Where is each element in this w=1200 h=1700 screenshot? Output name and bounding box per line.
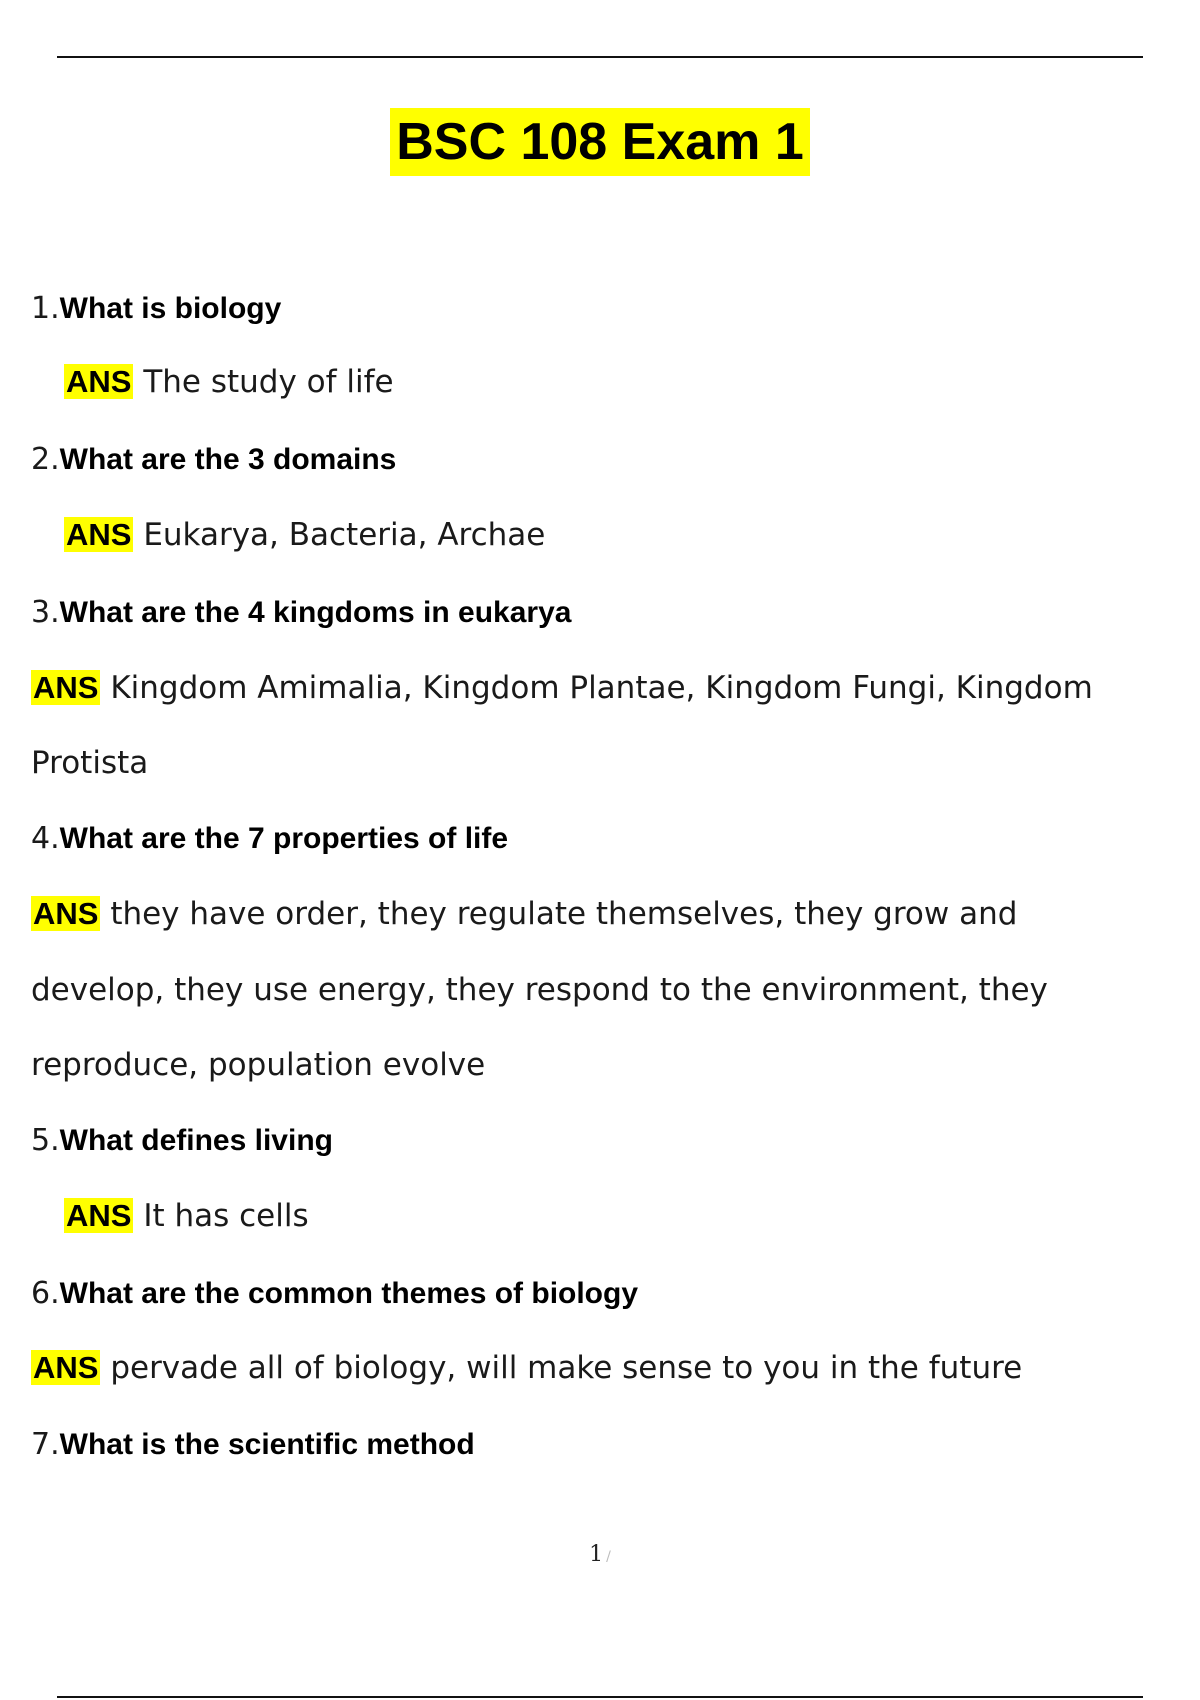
answer-4-continued <box>31 970 1048 1010</box>
question-5 <box>31 1121 333 1161</box>
question-text: What are the 7 properties of life <box>59 822 509 855</box>
page-number-value: 1 <box>589 1542 604 1567</box>
answer-1 <box>64 362 394 402</box>
answer-text: It has cells <box>143 1198 309 1234</box>
question-3 <box>31 593 571 633</box>
question-text: What are the 4 kingdoms in eukarya <box>59 596 572 629</box>
answer-text: reproduce, population evolve <box>31 1047 486 1083</box>
answer-text: develop, they use energy, they respond to the environment, they <box>31 972 1048 1008</box>
title-container <box>0 108 1200 176</box>
question-number: 3. <box>31 595 60 630</box>
question-2 <box>31 440 396 480</box>
answer-label: ANS <box>66 364 132 399</box>
answer-label: ANS <box>66 517 132 552</box>
answer-label: ANS <box>66 1198 132 1233</box>
question-6 <box>31 1274 638 1314</box>
answer-text: Protista <box>31 745 149 781</box>
answer-text: Kingdom Amimalia, Kingdom Plantae, Kingdom Fungi, Kingdom <box>110 670 1093 706</box>
page-number <box>0 1542 1200 1567</box>
top-rule <box>57 56 1143 58</box>
answer-text: The study of life <box>143 364 394 400</box>
answer-text: Eukarya, Bacteria, Archae <box>143 517 546 553</box>
answer-6 <box>31 1348 1022 1388</box>
answer-5 <box>64 1196 309 1236</box>
answer-4-continued <box>31 1045 485 1085</box>
question-number: 7. <box>31 1427 60 1462</box>
question-number: 1. <box>31 291 60 326</box>
answer-3 <box>31 668 1093 708</box>
answer-text: they have order, they regulate themselves, they grow and <box>110 896 1018 932</box>
question-number: 2. <box>31 442 60 477</box>
answer-3-continued <box>31 743 148 783</box>
page-separator: / <box>606 1549 611 1565</box>
answer-2 <box>64 515 545 555</box>
document-title: BSC 108 Exam 1 <box>390 108 810 176</box>
answer-label: ANS <box>33 896 99 931</box>
question-number: 6. <box>31 1276 60 1311</box>
question-text: What are the common themes of biology <box>59 1277 639 1310</box>
question-text: What are the 3 domains <box>59 443 397 476</box>
answer-text: pervade all of biology, will make sense to you in the future <box>110 1350 1023 1386</box>
question-7 <box>31 1425 475 1465</box>
question-number: 4. <box>31 821 60 856</box>
question-text: What defines living <box>59 1124 333 1157</box>
question-text: What is the scientific method <box>59 1428 475 1461</box>
question-number: 5. <box>31 1123 60 1158</box>
question-1 <box>31 289 281 329</box>
question-text: What is biology <box>59 292 282 325</box>
bottom-rule <box>57 1696 1143 1698</box>
answer-label: ANS <box>33 670 99 705</box>
answer-label: ANS <box>33 1350 99 1385</box>
answer-4 <box>31 894 1017 934</box>
question-4 <box>31 819 508 859</box>
